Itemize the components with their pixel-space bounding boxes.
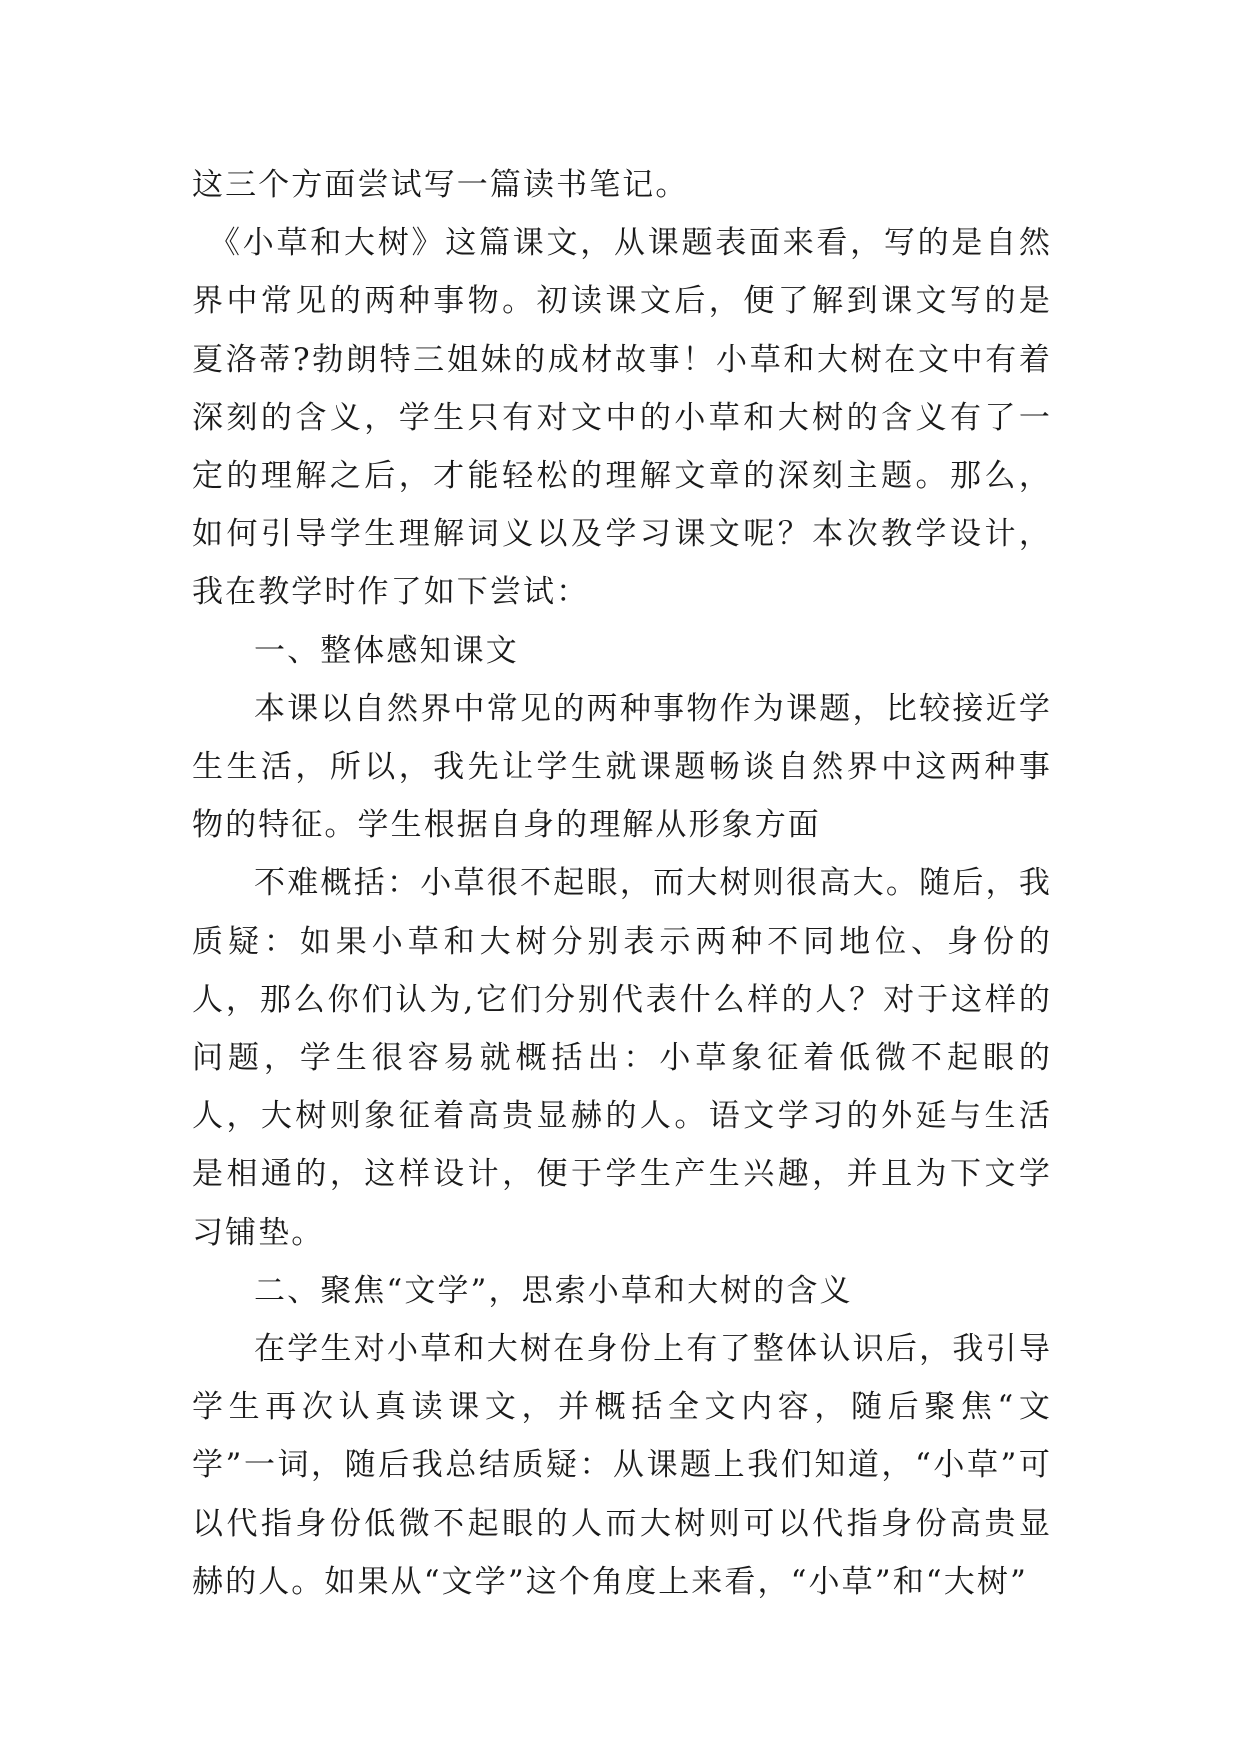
paragraph-continuation: 这三个方面尝试写一篇读书笔记。 xyxy=(192,167,689,203)
paragraph-section-1b: 不难概括：小草很不起眼，而大树则很高大。随后，我质疑：如果小草和大树分别表示两种不同地位、身份的人，那么你们认为,它们分别代表什么样的人？对于这样的问题，学生很容易就概括出：小草象征着低微不起眼的人，大树则象征着高贵显赫的人。语文学习的外延与生活是相通的，这样设计，便于学生产生兴趣，并且为下文学习铺垫。 xyxy=(192,865,1052,1251)
section-heading-2: 二、聚焦“文学”，思索小草和大树的含义 xyxy=(254,1272,853,1309)
paragraph-section-2: 在学生对小草和大树在身份上有了整体认识后，我引导学生再次认真读课文，并概括全文内容，随后聚焦“文学”一词，随后我总结质疑：从课题上我们知道，“小草”可以代指身份低微不起眼的人而大树则可以代指身份高贵显赫的人。如果从“文学”这个角度上来看，“小草”和“大树” xyxy=(192,1331,1052,1600)
paragraph-section-1a: 本课以自然界中常见的两种事物作为课题，比较接近学生生活，所以，我先让学生就课题畅谈自然界中这两种事物的特征。学生根据自身的理解从形象方面 xyxy=(192,690,1052,844)
document-body xyxy=(192,156,1052,1611)
section-heading-1: 一、整体感知课文 xyxy=(254,632,519,669)
paragraph-intro: 《小草和大树》这篇课文，从课题表面来看，写的是自然界中常见的两种事物。初读课文后，便了解到课文写的是夏洛蒂?勃朗特三姐妹的成材故事！小草和大树在文中有着深刻的含义，学生只有对文中的小草和大树的含义有了一定的理解之后，才能轻松的理解文章的深刻主题。那么，如何引导学生理解词义以及学习课文呢？本次教学设计，我在教学时作了如下尝试： xyxy=(192,225,1052,611)
